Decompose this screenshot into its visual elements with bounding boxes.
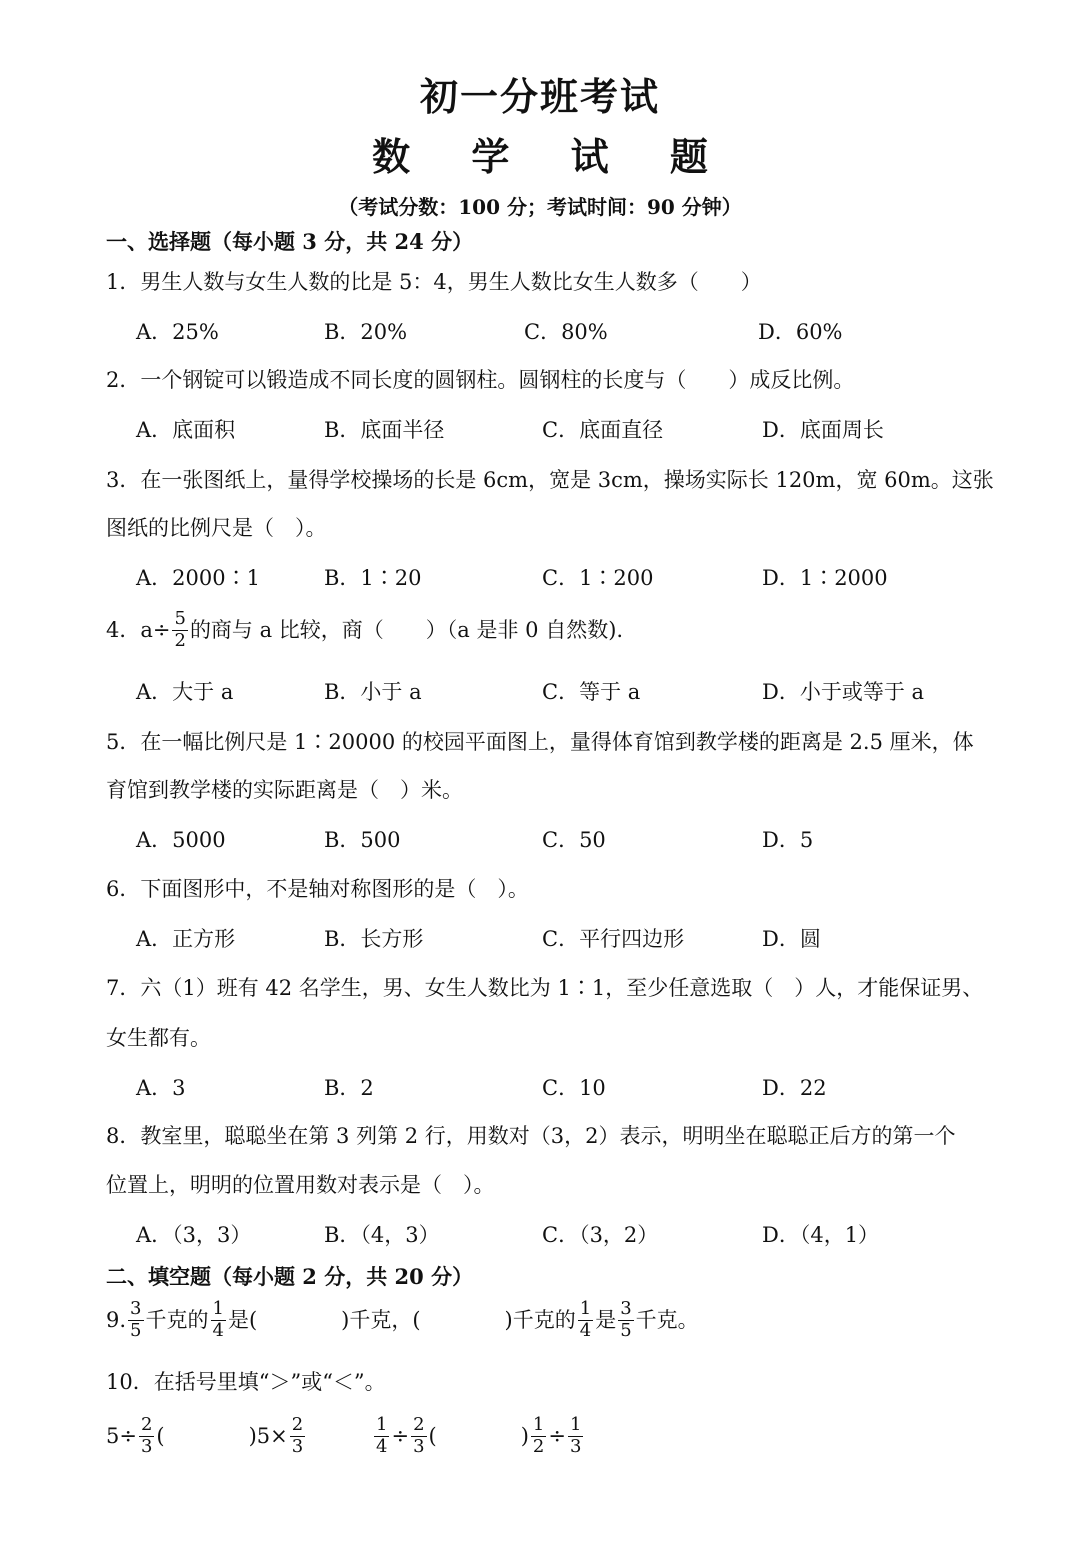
q10-e2-fraction-3	[531, 1416, 546, 1457]
q4-fraction-numerator: 5	[174, 608, 186, 629]
q9-fraction-2-numerator: 1	[212, 1298, 224, 1319]
q9-fraction-2-denominator: 4	[212, 1319, 224, 1341]
q4-option-b: B．小于 a	[324, 680, 422, 704]
q8-option-d: D．（4，1）	[762, 1223, 880, 1247]
q7-option-d: D．22	[762, 1076, 827, 1100]
q1-option-a: A．25%	[136, 320, 219, 344]
question-7-line-1: 7．六（1）班有 42 名学生，男、女生人数比为 1∶1，至少任意选取（ ）人，才能保证男、	[106, 976, 984, 1000]
q1-option-b: B．20%	[324, 320, 408, 344]
q9-fraction-1-numerator: 3	[130, 1298, 142, 1319]
q10-e1-blank: ( )5×	[156, 1423, 288, 1448]
q9-text-1: 千克的	[145, 1307, 209, 1332]
q4-fraction	[172, 610, 187, 651]
q5-option-c: C．50	[542, 828, 606, 852]
q10-e2-operator-1: ÷	[391, 1423, 410, 1448]
q4-option-c: C．等于 a	[542, 680, 641, 704]
q3-option-c: C．1∶200	[542, 566, 654, 590]
q2-option-c: C．底面直径	[542, 418, 664, 442]
q9-fraction-4-denominator: 5	[620, 1319, 632, 1341]
q9-fraction-1	[128, 1300, 143, 1341]
q10-e1-fraction-2-numerator: 2	[291, 1414, 304, 1435]
question-5-line-2: 育馆到教学楼的实际距离是（ ）米。	[106, 778, 463, 802]
q4-fraction-denominator: 2	[174, 629, 186, 651]
q10-e2-fraction-1-numerator: 1	[376, 1414, 388, 1435]
q10-e1-fraction-1	[139, 1416, 154, 1457]
q10-e2-fraction-1-denominator: 4	[376, 1435, 388, 1457]
subject-title: 数 学 试 题	[372, 134, 732, 179]
q1-option-d: D．60%	[758, 320, 843, 344]
q10-e2-fraction-3-numerator: 1	[532, 1414, 545, 1435]
q6-option-c: C．平行四边形	[542, 927, 685, 951]
q9-fraction-4-numerator: 3	[620, 1298, 632, 1319]
q2-option-a: A．底面积	[136, 418, 236, 442]
q10-e2-fraction-4-numerator: 1	[569, 1414, 582, 1435]
question-6: 6．下面图形中，不是轴对称图形的是（ ）。	[106, 877, 529, 901]
q6-option-b: B．长方形	[324, 927, 424, 951]
q9-fraction-3	[578, 1300, 593, 1341]
question-9	[106, 1300, 699, 1341]
q8-option-c: C．（3，2）	[542, 1223, 659, 1247]
q3-option-d: D．1∶2000	[762, 566, 888, 590]
exam-info: （考试分数：100 分；考试时间：90 分钟）	[338, 195, 742, 219]
q9-fraction-2	[211, 1300, 226, 1341]
q5-option-b: B．500	[324, 828, 401, 852]
question-4	[106, 610, 623, 651]
q2-option-d: D．底面周长	[762, 418, 884, 442]
q9-label: 9.	[106, 1307, 127, 1332]
q4-option-a: A．大于 a	[136, 680, 234, 704]
q9-fraction-3-denominator: 4	[579, 1319, 592, 1341]
q10-e2-fraction-2	[411, 1416, 426, 1457]
q10-e2-fraction-1	[374, 1416, 389, 1457]
q1-option-c: C．80%	[524, 320, 608, 344]
q9-text-3: 是	[595, 1307, 617, 1332]
q10-e2-fraction-2-denominator: 3	[413, 1435, 425, 1457]
q10-e1-fraction-1-denominator: 3	[140, 1435, 153, 1457]
q10-e2-fraction-4	[568, 1416, 583, 1457]
q3-option-a: A．2000∶1	[136, 566, 260, 590]
q9-text-4: 千克。	[635, 1307, 699, 1332]
q4-prefix: 4．a÷	[106, 617, 171, 642]
section-fill-heading: 二、填空题（每小题 2 分，共 20 分）	[106, 1264, 474, 1289]
q10-e1-prefix: 5÷	[106, 1423, 137, 1448]
q2-option-b: B．底面半径	[324, 418, 445, 442]
q7-option-b: B．2	[324, 1076, 374, 1100]
q7-option-c: C．10	[542, 1076, 606, 1100]
question-1: 1．男生人数与女生人数的比是 5：4，男生人数比女生人数多（ ）	[106, 270, 762, 294]
q10-e1-fraction-1-numerator: 2	[140, 1414, 153, 1435]
q10-expression-2	[372, 1416, 585, 1457]
q4-option-d: D．小于或等于 a	[762, 680, 925, 704]
q10-e1-fraction-2	[290, 1416, 305, 1457]
q4-suffix: 的商与 a 比较，商（ ）（a 是非 0 自然数).	[189, 617, 624, 642]
question-8-line-1: 8．教室里，聪聪坐在第 3 列第 2 行，用数对（3，2）表示，明明坐在聪聪正后方的第一个	[106, 1124, 956, 1148]
question-8-line-2: 位置上，明明的位置用数对表示是（ ）。	[106, 1173, 495, 1197]
q6-option-d: D．圆	[762, 927, 821, 951]
page-title: 初一分班考试	[419, 74, 660, 119]
question-5-line-1: 5．在一幅比例尺是 1∶20000 的校园平面图上，量得体育馆到教学楼的距离是 2.5 厘米，体	[106, 730, 974, 754]
q7-option-a: A．3	[136, 1076, 186, 1100]
question-10: 10．在括号里填“＞”或“＜”。	[106, 1370, 386, 1394]
q3-option-b: B．1∶20	[324, 566, 422, 590]
q8-option-a: A．（3，3）	[136, 1223, 252, 1247]
q5-option-a: A．5000	[136, 828, 226, 852]
q10-e2-fraction-2-numerator: 2	[413, 1414, 425, 1435]
q5-option-d: D．5	[762, 828, 814, 852]
q9-fraction-1-denominator: 5	[130, 1319, 142, 1341]
q9-text-2: 是( )千克，( )千克的	[227, 1307, 576, 1332]
question-7-line-2: 女生都有。	[106, 1026, 211, 1050]
q8-option-b: B．（4，3）	[324, 1223, 440, 1247]
q10-e1-fraction-2-denominator: 3	[291, 1435, 304, 1457]
q10-e2-blank: ( )	[428, 1423, 529, 1448]
q6-option-a: A．正方形	[136, 927, 236, 951]
q10-e2-fraction-4-denominator: 3	[569, 1435, 582, 1457]
question-2: 2．一个钢锭可以锻造成不同长度的圆钢柱。圆钢柱的长度与（ ）成反比例。	[106, 368, 855, 392]
section-choice-heading: 一、选择题（每小题 3 分，共 24 分）	[106, 229, 474, 254]
q10-e2-fraction-3-denominator: 2	[532, 1435, 545, 1457]
q9-fraction-4	[618, 1300, 633, 1341]
question-3-line-2: 图纸的比例尺是（ ）。	[106, 516, 327, 540]
q9-fraction-3-numerator: 1	[579, 1298, 592, 1319]
q10-expression-1	[106, 1416, 307, 1457]
question-3-line-1: 3．在一张图纸上，量得学校操场的长是 6cm，宽是 3cm，操场实际长 120m，宽 60m。这张	[106, 468, 994, 492]
q10-e2-operator-2: ÷	[548, 1423, 566, 1448]
